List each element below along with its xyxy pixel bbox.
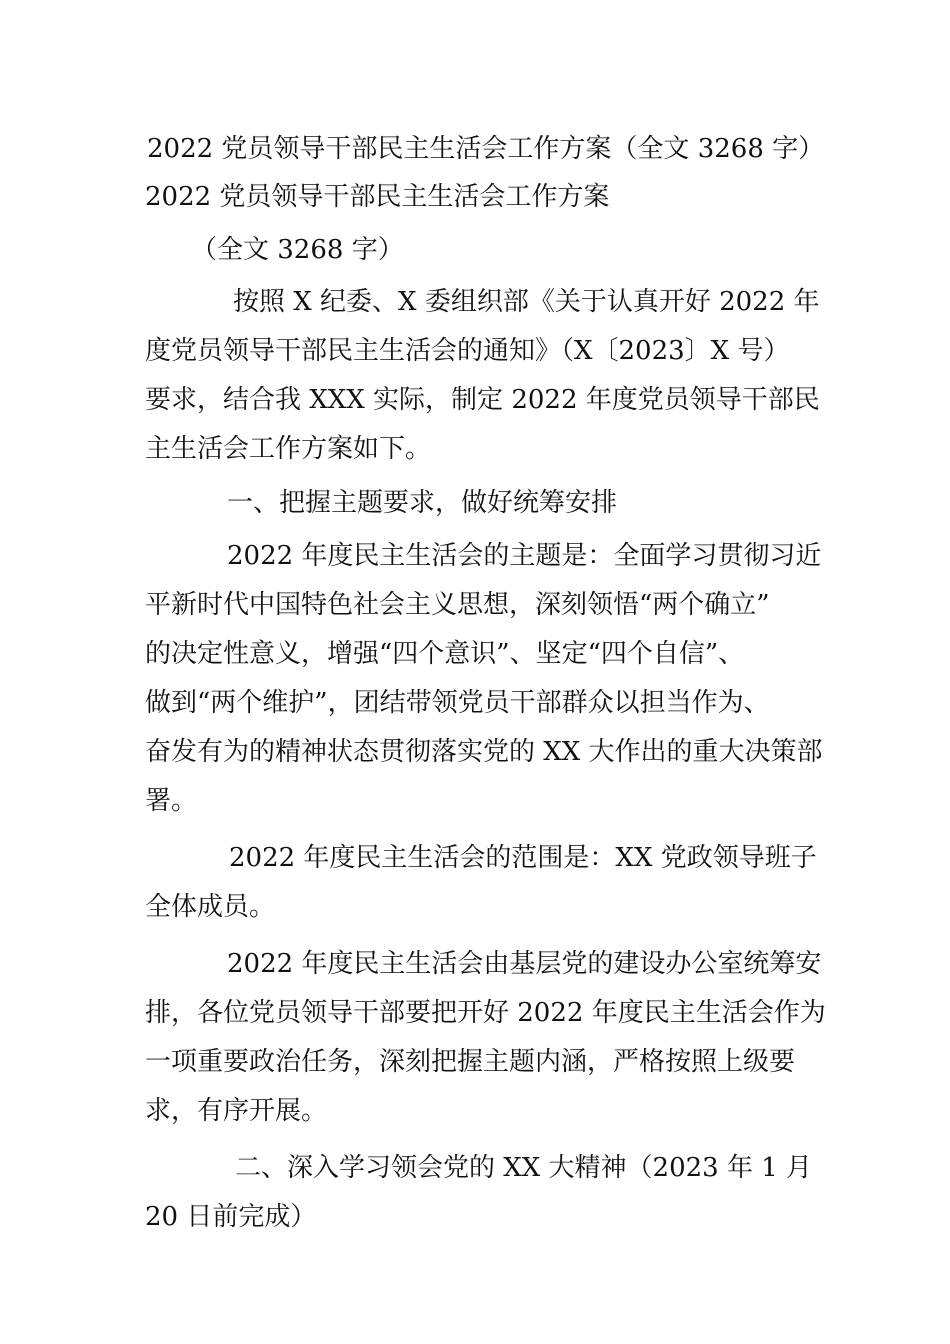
paragraph-gap xyxy=(145,826,807,834)
paragraph-line: 署。 xyxy=(145,786,198,816)
paragraph-line: 按照 X 纪委、X 委组织部《关于认真开好 2022 年 xyxy=(233,287,820,317)
document-word-count: （全文 3268 字） xyxy=(191,235,404,265)
paragraph-line: 平新时代中国特色社会主义思想，深刻领悟“两个确立” xyxy=(145,590,770,620)
scope-paragraph xyxy=(145,834,817,932)
document-title-line2: 2022 党员领导干部民主生活会工作方案 xyxy=(145,182,610,212)
paragraph-gap xyxy=(145,932,807,940)
paragraph-line: 2022 年度民主生活会由基层党的建设办公室统筹安 xyxy=(227,949,822,979)
paragraph-line: 奋发有为的精神状态贯彻落实党的 XX 大作出的重大决策部 xyxy=(145,737,823,767)
paragraph-line: 求，有序开展。 xyxy=(145,1096,328,1126)
intro-paragraph xyxy=(145,278,820,474)
paragraph-line: 排，各位党员领导干部要把开好 2022 年度民主生活会作为 xyxy=(145,998,826,1028)
paragraph-line: 一项重要政治任务，深刻把握主题内涵，严格按照上级要 xyxy=(145,1047,796,1077)
paragraph-line: 做到“两个维护”，团结带领党员干部群众以担当作为、 xyxy=(145,688,770,718)
document-title-line1: 2022 党员领导干部民主生活会工作方案（全文 3268 字） xyxy=(147,134,825,164)
paragraph-line: 2022 年度民主生活会的主题是：全面学习贯彻习近 xyxy=(227,541,822,571)
document-body xyxy=(145,126,826,1242)
paragraph-line: 要求，结合我 XXX 实际，制定 2022 年度党员领导干部民 xyxy=(145,385,820,415)
paragraph-line: 20 日前完成） xyxy=(145,1202,317,1232)
paragraph-gap xyxy=(145,1136,807,1144)
paragraph-line: 全体成员。 xyxy=(145,892,276,922)
theme-paragraph xyxy=(145,532,823,826)
arrangement-paragraph xyxy=(145,940,826,1136)
section-heading-1: 一、把握主题要求，做好统筹安排 xyxy=(227,488,618,518)
paragraph-line: 度党员领导干部民主生活会的通知》（X〔2023〕X 号） xyxy=(145,336,790,366)
section-heading-2 xyxy=(145,1144,813,1242)
paragraph-line: 的决定性意义，增强“四个意识”、坚定“四个自信”、 xyxy=(145,639,745,669)
paragraph-line: 2022 年度民主生活会的范围是：XX 党政领导班子 xyxy=(229,843,817,873)
paragraph-line: 主生活会工作方案如下。 xyxy=(145,434,432,464)
paragraph-line: 二、深入学习领会党的 XX 大精神（2023 年 1 月 xyxy=(235,1153,813,1183)
